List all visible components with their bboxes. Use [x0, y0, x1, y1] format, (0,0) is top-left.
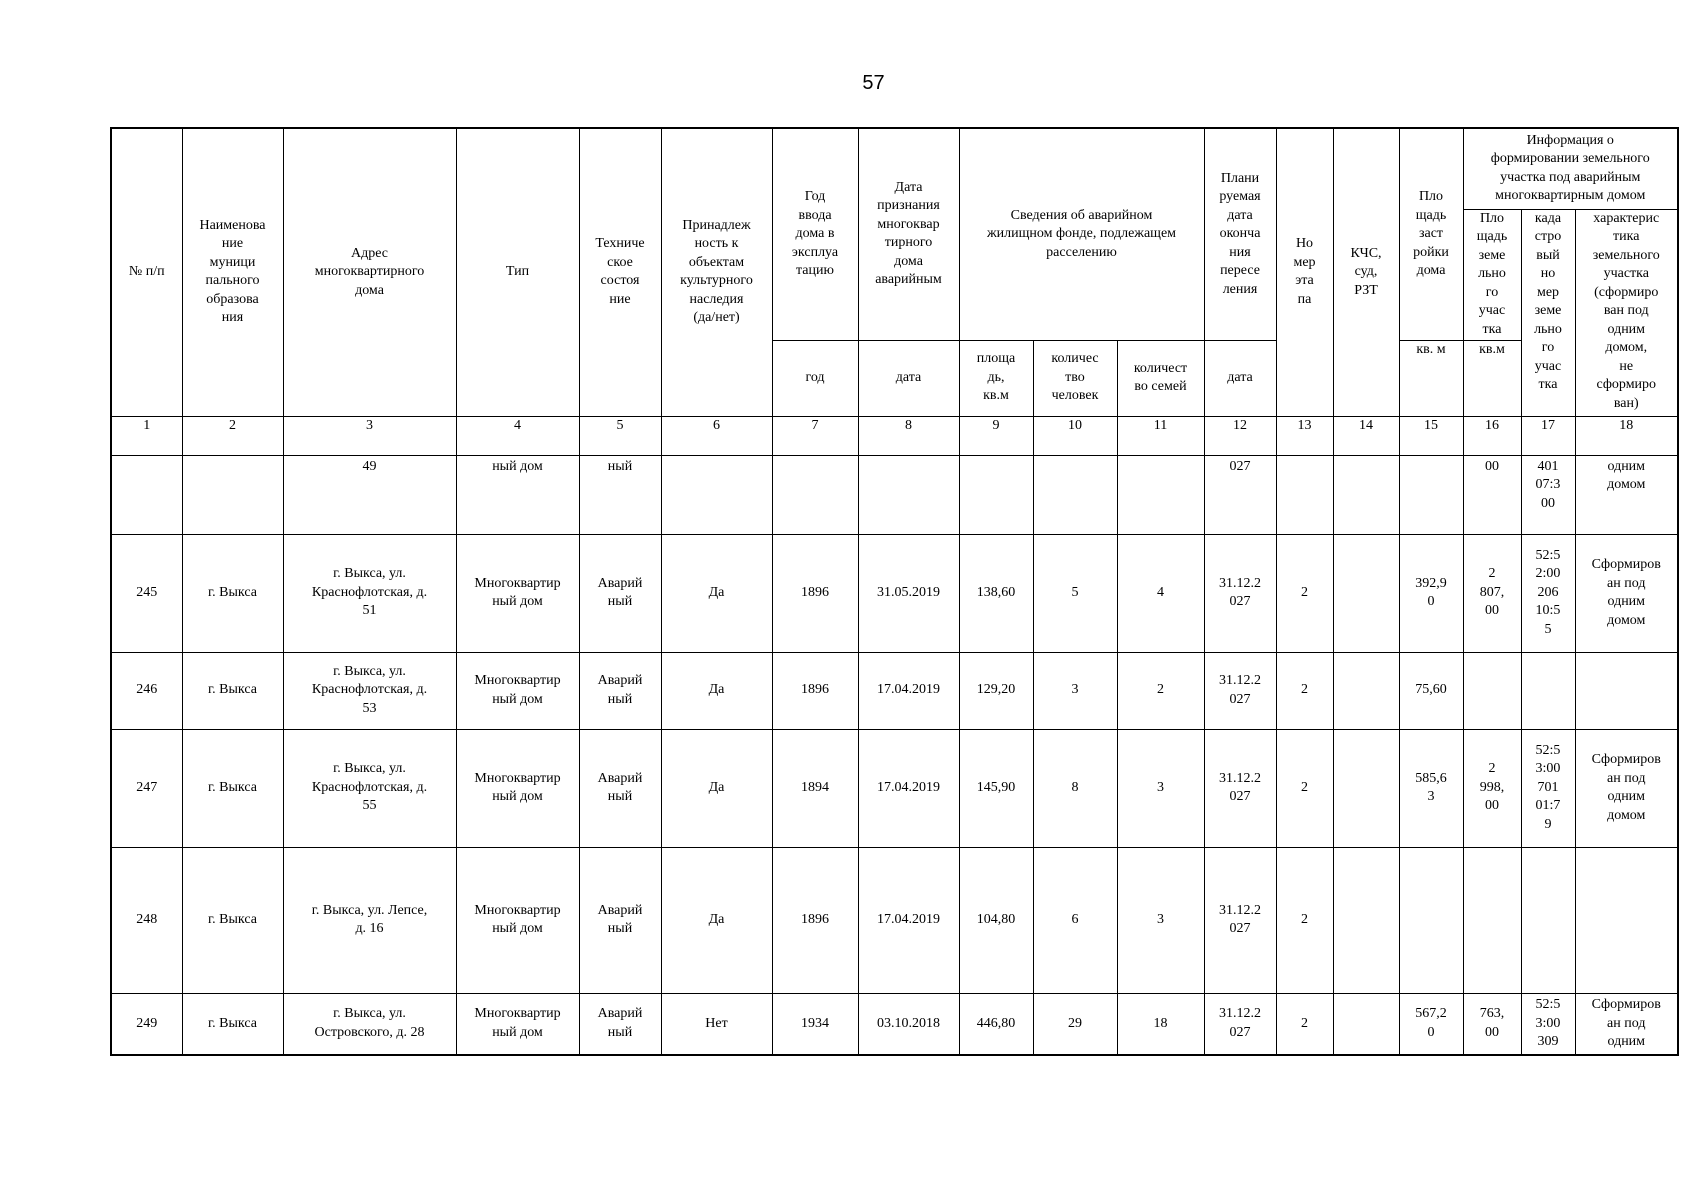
header-cadastral-number: када стро вый но мер земе льно го учас тка: [1521, 209, 1575, 416]
cell-area: 145,90: [959, 729, 1033, 847]
cell-plot-characteristic: одним домом: [1575, 455, 1678, 534]
cell-condition: Аварий ный: [579, 993, 661, 1055]
column-number: 14: [1333, 416, 1399, 455]
subheader-sqm: кв. м: [1399, 340, 1463, 416]
cell-families: 4: [1117, 534, 1204, 652]
header-municipality: Наименова ние муници пального образова ния: [182, 128, 283, 416]
cell-emergency-date: 17.04.2019: [858, 729, 959, 847]
column-number: 15: [1399, 416, 1463, 455]
cell-families: [1117, 455, 1204, 534]
cell-condition: Аварий ный: [579, 534, 661, 652]
cell-cadastral-number: 52:5 3:00 701 01:7 9: [1521, 729, 1575, 847]
subheader-plot-sqm: кв.м: [1463, 340, 1521, 416]
subheader-people: количес тво человек: [1033, 340, 1117, 416]
cell-area: 129,20: [959, 652, 1033, 729]
header-emergency-fund: Сведения об аварийном жилищном фонде, подлежащем расселению: [959, 128, 1204, 340]
cell-stage: 2: [1276, 534, 1333, 652]
table-body: [111, 416, 1678, 1055]
cell-number: 245: [111, 534, 182, 652]
subheader-resettle-date: дата: [1204, 340, 1276, 416]
cell-planned-date: 31.12.2 027: [1204, 534, 1276, 652]
header-emergency-date: Дата признания многоквар тирного дома аварийным: [858, 128, 959, 340]
table-row-continuation: [111, 455, 1678, 534]
cell-condition: Аварий ный: [579, 729, 661, 847]
column-number: 3: [283, 416, 456, 455]
column-number: 5: [579, 416, 661, 455]
cell-type: Многоквартир ный дом: [456, 534, 579, 652]
cell-area: 104,80: [959, 847, 1033, 993]
cell-commission-year: [772, 455, 858, 534]
cell-municipality: г. Выкса: [182, 847, 283, 993]
cell-families: 18: [1117, 993, 1204, 1055]
column-number: 1: [111, 416, 182, 455]
cell-condition: Аварий ный: [579, 652, 661, 729]
column-number: 13: [1276, 416, 1333, 455]
cell-number: 246: [111, 652, 182, 729]
cell-people: 29: [1033, 993, 1117, 1055]
cell-municipality: г. Выкса: [182, 652, 283, 729]
table-row: [111, 652, 1678, 729]
cell-plot-area: [1463, 847, 1521, 993]
header-building-area: Пло щадь заст ройки дома: [1399, 128, 1463, 340]
cell-stage: 2: [1276, 729, 1333, 847]
cell-number: [111, 455, 182, 534]
column-numbers-row: [111, 416, 1678, 455]
cell-heritage: Да: [661, 847, 772, 993]
cell-families: 2: [1117, 652, 1204, 729]
cell-area: [959, 455, 1033, 534]
cell-families: 3: [1117, 729, 1204, 847]
header-type: Тип: [456, 128, 579, 416]
cell-people: [1033, 455, 1117, 534]
cell-condition: Аварий ный: [579, 847, 661, 993]
table-row: [111, 534, 1678, 652]
cell-municipality: г. Выкса: [182, 534, 283, 652]
page-number: 57: [862, 72, 885, 94]
header-plot-area: Пло щадь земе льно го учас тка: [1463, 209, 1521, 340]
cell-type: Многоквартир ный дом: [456, 847, 579, 993]
column-number: 17: [1521, 416, 1575, 455]
column-number: 8: [858, 416, 959, 455]
header-address: Адрес многоквартирного дома: [283, 128, 456, 416]
table-header: [111, 128, 1678, 416]
cell-planned-date: 31.12.2 027: [1204, 652, 1276, 729]
cell-stage: [1276, 455, 1333, 534]
column-number: 11: [1117, 416, 1204, 455]
column-number: 18: [1575, 416, 1678, 455]
housing-register-table: [110, 127, 1679, 1056]
table-row: [111, 729, 1678, 847]
cell-commission-year: 1896: [772, 847, 858, 993]
cell-address: г. Выкса, ул. Краснофлотская, д. 51: [283, 534, 456, 652]
cell-building-area: 585,6 3: [1399, 729, 1463, 847]
subheader-families: количест во семей: [1117, 340, 1204, 416]
column-number: 9: [959, 416, 1033, 455]
column-number: 7: [772, 416, 858, 455]
cell-condition: ный: [579, 455, 661, 534]
cell-number: 249: [111, 993, 182, 1055]
header-plot-characteristic: характерис тика земельного участка (сформиро ван под одним домом, не сформиро ван): [1575, 209, 1678, 416]
column-number: 12: [1204, 416, 1276, 455]
cell-emergency-date: 17.04.2019: [858, 847, 959, 993]
cell-people: 5: [1033, 534, 1117, 652]
cell-address: 49: [283, 455, 456, 534]
cell-address: г. Выкса, ул. Лепсе, д. 16: [283, 847, 456, 993]
header-stage-number: Но мер эта па: [1276, 128, 1333, 416]
cell-plot-characteristic: [1575, 652, 1678, 729]
cell-planned-date: 31.12.2 027: [1204, 729, 1276, 847]
cell-people: 8: [1033, 729, 1117, 847]
cell-families: 3: [1117, 847, 1204, 993]
cell-plot-area: 00: [1463, 455, 1521, 534]
cell-type: Многоквартир ный дом: [456, 729, 579, 847]
column-number: 4: [456, 416, 579, 455]
subheader-area: площа дь, кв.м: [959, 340, 1033, 416]
cell-building-area: 392,9 0: [1399, 534, 1463, 652]
cell-plot-characteristic: Сформиров ан под одним домом: [1575, 729, 1678, 847]
table-row: [111, 993, 1678, 1055]
cell-type: Многоквартир ный дом: [456, 993, 579, 1055]
header-heritage: Принадлеж ность к объектам культурного наследия (да/нет): [661, 128, 772, 416]
header-kchs: КЧС, суд, РЗТ: [1333, 128, 1399, 416]
cell-municipality: г. Выкса: [182, 993, 283, 1055]
cell-commission-year: 1934: [772, 993, 858, 1055]
cell-emergency-date: 03.10.2018: [858, 993, 959, 1055]
cell-area: 446,80: [959, 993, 1033, 1055]
table-row: [111, 847, 1678, 993]
cell-cadastral-number: [1521, 652, 1575, 729]
subheader-date: дата: [858, 340, 959, 416]
cell-building-area: [1399, 847, 1463, 993]
header-commission-year: Год ввода дома в эксплуа тацию: [772, 128, 858, 340]
column-number: 2: [182, 416, 283, 455]
column-number: 10: [1033, 416, 1117, 455]
cell-kchs: [1333, 455, 1399, 534]
cell-people: 3: [1033, 652, 1117, 729]
header-condition: Техниче ское состоя ние: [579, 128, 661, 416]
cell-people: 6: [1033, 847, 1117, 993]
cell-kchs: [1333, 847, 1399, 993]
cell-cadastral-number: [1521, 847, 1575, 993]
cell-address: г. Выкса, ул. Островского, д. 28: [283, 993, 456, 1055]
column-number: 16: [1463, 416, 1521, 455]
cell-heritage: Да: [661, 534, 772, 652]
cell-planned-date: 31.12.2 027: [1204, 847, 1276, 993]
cell-emergency-date: [858, 455, 959, 534]
cell-type: Многоквартир ный дом: [456, 652, 579, 729]
cell-stage: 2: [1276, 652, 1333, 729]
cell-plot-characteristic: Сформиров ан под одним домом: [1575, 534, 1678, 652]
cell-heritage: Нет: [661, 993, 772, 1055]
cell-cadastral-number: 52:5 2:00 206 10:5 5: [1521, 534, 1575, 652]
cell-heritage: [661, 455, 772, 534]
header-planned-date: Плани руемая дата оконча ния пересе ления: [1204, 128, 1276, 340]
cell-number: 248: [111, 847, 182, 993]
cell-plot-area: [1463, 652, 1521, 729]
cell-stage: 2: [1276, 847, 1333, 993]
cell-commission-year: 1894: [772, 729, 858, 847]
cell-building-area: [1399, 455, 1463, 534]
cell-plot-area: 2 807, 00: [1463, 534, 1521, 652]
cell-kchs: [1333, 729, 1399, 847]
cell-municipality: [182, 455, 283, 534]
cell-kchs: [1333, 652, 1399, 729]
cell-planned-date: 027: [1204, 455, 1276, 534]
cell-kchs: [1333, 993, 1399, 1055]
cell-planned-date: 31.12.2 027: [1204, 993, 1276, 1055]
cell-emergency-date: 17.04.2019: [858, 652, 959, 729]
cell-plot-area: 2 998, 00: [1463, 729, 1521, 847]
cell-area: 138,60: [959, 534, 1033, 652]
cell-plot-characteristic: Сформиров ан под одним: [1575, 993, 1678, 1055]
cell-plot-characteristic: [1575, 847, 1678, 993]
cell-cadastral-number: 52:5 3:00 309: [1521, 993, 1575, 1055]
cell-emergency-date: 31.05.2019: [858, 534, 959, 652]
cell-commission-year: 1896: [772, 652, 858, 729]
cell-type: ный дом: [456, 455, 579, 534]
cell-number: 247: [111, 729, 182, 847]
cell-stage: 2: [1276, 993, 1333, 1055]
header-number: № п/п: [111, 128, 182, 416]
subheader-year: год: [772, 340, 858, 416]
cell-heritage: Да: [661, 729, 772, 847]
cell-commission-year: 1896: [772, 534, 858, 652]
cell-plot-area: 763, 00: [1463, 993, 1521, 1055]
cell-municipality: г. Выкса: [182, 729, 283, 847]
column-number: 6: [661, 416, 772, 455]
cell-address: г. Выкса, ул. Краснофлотская, д. 53: [283, 652, 456, 729]
cell-building-area: 75,60: [1399, 652, 1463, 729]
cell-building-area: 567,2 0: [1399, 993, 1463, 1055]
header-land-plot-info: Информация о формировании земельного участка под аварийным многоквартирным домом: [1463, 128, 1678, 209]
cell-kchs: [1333, 534, 1399, 652]
cell-cadastral-number: 401 07:3 00: [1521, 455, 1575, 534]
cell-heritage: Да: [661, 652, 772, 729]
cell-address: г. Выкса, ул. Краснофлотская, д. 55: [283, 729, 456, 847]
